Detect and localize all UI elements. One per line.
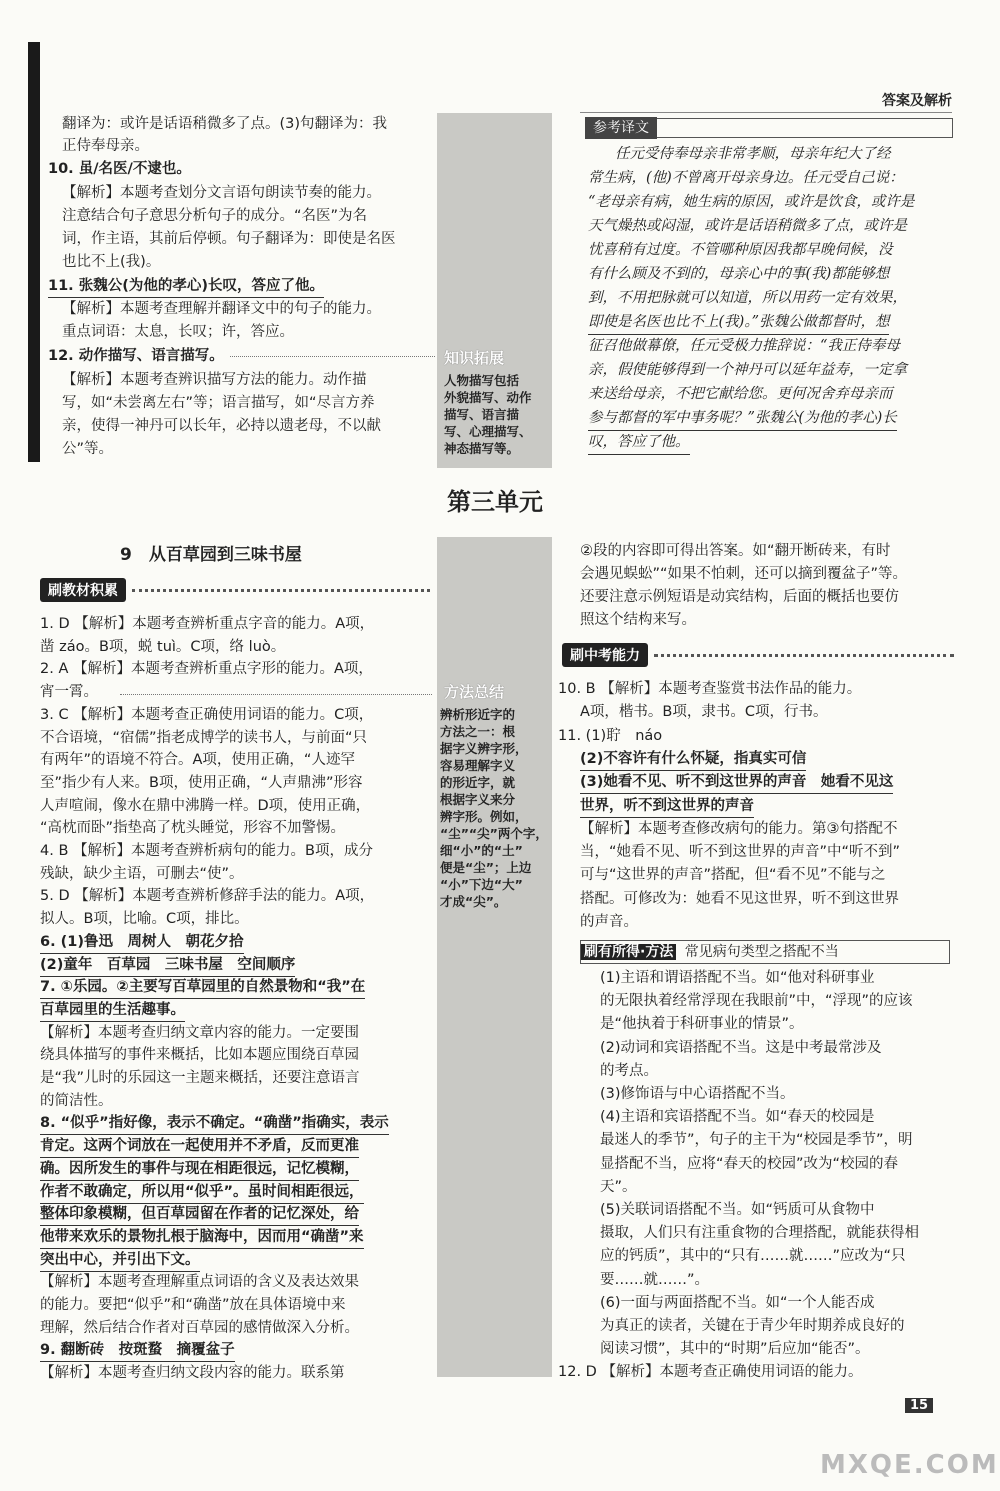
text-line: 有两年”的语境不符合。A项，使用正确，“人迹罕 [40,752,355,769]
page-edge-bar [28,42,40,462]
unit-title: 第三单元 [447,488,543,516]
translation-line: 常生病，(他)不曾离开母亲身边。任元受自己说： [588,170,904,186]
answer-item: 3. C 【解析】本题考查正确使用词语的能力。C项， [40,706,374,723]
section-badge: 刷教材积累 [40,578,126,602]
text-line: 【解析】本题考查归纳文章内容的能力。一定要围 [40,1024,359,1041]
text-line: 拟人。B项，比喻。C项，排比。 [40,911,249,928]
knowledge-line: 人物描写包括 [444,373,520,388]
knowledge-line: 外貌描写、动作 [444,390,532,405]
translation-line: 亲，假使能够得到一个神丹可以延年益寿，一定拿 [588,362,907,378]
answer-item: 4. B 【解析】本题考查辨析病句的能力。B项，成分 [40,843,373,859]
text-line: 重点词语：太息，长叹；许，答应。 [62,324,294,340]
translation-line: 来送给母亲，不把它献给您。更何况舍弃母亲而 [588,386,893,402]
text-line: 突出中心，并引出下文。 [40,1249,200,1272]
translation-line: 参与都督的军中事务呢？”张魏公(为他的孝心)长 [588,406,897,431]
lower-sidebar [437,537,552,1377]
method-bar [580,940,950,964]
text-line: 阅读习惯”，其中的“时期”后应加“能否”。 [600,1341,870,1358]
text-line: 亲，使得一神丹可以长年，必持以遗老母，不以献 [62,418,381,434]
text-line: 的简洁性。 [40,1092,113,1109]
text-line: 理解，然后结合作者对百草园的感情做深入分析。 [40,1319,359,1336]
translation-line: 任元受侍奉母亲非常孝顺，母亲年纪大了经 [615,146,891,162]
text-line: 作者不敢确定，所以用“似乎”。虽时间相距很远， [40,1181,364,1204]
answer-item: 1. D 【解析】本题考查辨析重点字音的能力。A项， [40,616,375,632]
section-badge: 刷中考能力 [562,643,648,667]
dotted-leader [120,694,432,695]
text-line: 正侍奉母亲。 [62,138,149,154]
text-line: (3)她看不见、听不到这世界的声音 她看不见这 [580,771,893,794]
text-line: 绕具体描写的事件来概括，比如本题应围绕百草园 [40,1047,359,1064]
text-line: 最迷人的季节”，句子的主干为“校园是季节”，明 [600,1132,913,1149]
method-line: 细“小”的“土” [440,843,523,858]
answer-item: 7. ①乐园。②主要写百草园里的自然景物和“我”在 [40,976,365,999]
text-line: (5)关联词语搭配不当。如“钙质可从食物中 [600,1202,875,1218]
text-line: 残缺，缺少主语，可删去“使”。 [40,865,244,882]
text-line: 【解析】本题考查修改病句的能力。第③句搭配不 [580,820,898,837]
text-line: 搭配。可修改为：她看不见这世界，听不到这世界 [580,890,899,907]
text-line: 还要注意示例短语是动宾结构，后面的概括也要仿 [580,589,899,605]
text-line: A项，楷书。B项，隶书。C项，行书。 [580,704,828,721]
text-line: 的无限执着经常浮现在我眼前”中，“浮现”的应该 [600,993,913,1010]
text-line: 至”指少有人来。B项，使用正确，“人声鼎沸”形容 [40,774,363,791]
text-line: 应的钙质”，其中的“只有……就……”应改为“只 [600,1248,906,1265]
answer-item: 12. D 【解析】本题考查正确使用词语的能力。 [558,1364,863,1381]
text-line: 当，“她看不见、听不到这世界的声音”中“听不到” [580,844,901,861]
text-line: 的能力。要把“似乎”和“确凿”放在具体语境中来 [40,1297,346,1313]
translation-line: 征召他做幕僚，任元受极力推辞说：“我正侍奉母 [588,338,900,354]
text-line: 不合语境，“宿儒”指老成博学的读书人，与前面“只 [40,729,368,746]
method-line: 容易理解字义 [440,758,516,773]
text-line: 要……就……”。 [600,1271,710,1288]
translation-line: 到，不用把脉就可以知道，所以用药一定有效果， [588,290,907,306]
method-line: “小”下边“大” [440,877,523,892]
text-line: (3)修饰语与中心语搭配不当。 [600,1086,795,1102]
text-line: 整体印象模糊，但百草园留在作者的记忆深处，给 [40,1203,359,1226]
answer-item: 6. (1)鲁迅 周树人 朝花夕拾 [40,931,244,954]
answer-item: 11. (1)聍 náo [558,727,663,744]
text-line: 注意结合句子意思分析句子的成分。“名医”为名 [62,208,368,224]
answer-11: 11. 张魏公(为他的孝心)长叹，答应了他。 [48,275,324,298]
text-line: 天”。 [600,1178,637,1195]
text-line: 宵一霄。 [40,684,98,701]
answer-item: 5. D 【解析】本题考查辨析修辞手法的能力。A项， [40,888,375,905]
knowledge-line: 神态描写等。 [444,441,520,456]
text-line: (1)主语和谓语搭配不当。如“他对科研事业 [600,970,875,986]
method-line: 方法之一：根 [440,724,516,739]
text-line: 也比不上(我)。 [62,254,161,270]
text-line: 是“他执着于科研事业的情景”。 [600,1016,804,1033]
knowledge-title: 知识拓展 [444,349,505,367]
text-line: 肯定。这两个词放在一起使用并不矛盾，反而更准 [40,1135,359,1158]
answer-item: 8. “似乎”指好像，表示不确定。“确凿”指确实，表示 [40,1112,389,1135]
text-line: (2)动词和宾语搭配不当。这是中考最常涉及 [600,1039,882,1056]
translation-title: 参考译文 [585,117,657,139]
method-line: 的形近字，就 [440,775,516,790]
answer-10: 10. 虽/名医/不逮也。 [48,161,191,177]
section-dots [654,654,954,657]
text-line: 【解析】本题考查划分文言语句朗读节奏的能力。 [62,185,381,201]
text-line: 【解析】本题考查归纳文段内容的能力。联系第 [40,1365,345,1382]
dotted-leader [230,356,435,357]
text-line: 【解析】本题考查理解并翻译文中的句子的能力。 [62,301,381,317]
text-line: (2)童年 百草园 三味书屋 空间顺序 [40,954,295,977]
method-line: 便是“尘”；上边 [440,860,532,875]
text-line: 翻译为：或许是话语稍微多了点。(3)句翻译为：我 [62,116,388,132]
translation-line: 忧喜稍有过度。不管哪种原因我都早晚伺候，没 [588,242,893,258]
section-header-textbook [40,578,430,602]
text-line: 可与“这世界的声音”搭配，但“看不见”不能与之 [580,867,886,884]
text-line: 人声喧闹，像水在鼎中沸腾一样。D项，使用正确， [40,797,371,814]
answer-item: 10. B 【解析】本题考查鉴赏书法作品的能力。 [558,681,862,697]
text-line: 【解析】本题考查理解重点词语的含义及表达效果 [40,1274,359,1291]
text-line: 摄取，人们只有注重食物的合理搭配，就能获得相 [600,1225,919,1242]
text-line: 的声音。 [580,914,638,930]
text-line: 百草园里的生活趣事。 [40,999,185,1022]
header-title: 答案及解析 [882,93,952,109]
text-line: 他带来欢乐的景物扎根于脑海中，因而用“确凿”来 [40,1226,364,1249]
text-line: 凿 záo。B项，蜕 tuì。C项，络 luò。 [40,638,286,655]
watermark: MXQE.COM [820,1450,999,1480]
translation-line: 即使是名医也比不上(我)。”张魏公做都督时，想 [588,310,889,335]
method-bar-text: 常见病句类型之搭配不当 [684,944,839,960]
answer-12: 12. 动作描写、语言描写。 [48,348,224,364]
text-line: 写，如“未尝离左右”等；语言描写，如“尽言方养 [62,395,375,411]
translation-line: 天气燥热或闷湿，或许是话语稍微多了点，或许是 [588,218,907,234]
method-title: 方法总结 [444,683,505,701]
section-dots [132,589,430,592]
text-line: 确。因所发生的事件与现在相距很远，记忆模糊， [40,1158,359,1181]
knowledge-line: 写、心理描写、 [444,424,532,439]
text-line: 的考点。 [600,1062,658,1079]
text-line: 显搭配不当，应将“春天的校园”改为“校园的春 [600,1155,899,1172]
header-rule [580,112,952,113]
translation-line: 叹，答应了他。 [588,430,690,455]
translation-line: “老母亲有病，她生病的原因，或许是饮食，或许是 [588,194,915,210]
answer-item: 2. A 【解析】本题考查辨析重点字形的能力。A项， [40,661,373,678]
text-line: 为真正的读者，关键在于青少年时期养成良好的 [600,1318,905,1334]
text-line: (4)主语和宾语搭配不当。如“春天的校园是 [600,1109,875,1126]
answer-item: 9. 翻断砖 按斑蝥 摘覆盆子 [40,1339,235,1362]
text-line: 世界，听不到这世界的声音 [580,795,754,818]
text-line: 是“我”儿时的乐园这一主题来概括，还要注意语言 [40,1070,360,1086]
method-line: “尘”“尖”两个字， [440,826,548,841]
text-line: 会遇见蜈蚣”“如果不怕刺，还可以摘到覆盆子”等。 [580,566,908,582]
method-line: 辨字形。例如， [440,809,528,824]
method-line: 据字义辨字形， [440,741,528,756]
method-line: 才成“尖”。 [440,894,507,909]
section-header-exam [562,643,954,667]
method-tag: 刷有所得·方法 [581,944,676,960]
lesson-title: 9 从百草园到三味书屋 [120,545,302,565]
translation-line: 有什么顾及不到的，母亲心中的事(我)都能够想 [588,266,890,282]
method-line: 辨析形近字的 [440,707,516,722]
knowledge-line: 描写、语言描 [444,407,520,422]
text-line: (2)不容许有什么怀疑，指真实可信 [580,748,806,771]
text-line: (6)一面与两面搭配不当。如“一个人能否成 [600,1294,875,1311]
method-line: 根据字义来分 [440,792,516,807]
text-line: 照这个结构来写。 [580,612,696,628]
text-line: 【解析】本题考查辨识描写方法的能力。动作描 [62,372,367,388]
text-line: 公”等。 [62,441,114,457]
text-line: “高枕而卧”指垫高了枕头睡觉，形容不加警惕。 [40,820,346,837]
page-number: 15 [905,1398,933,1413]
text-line: 词，作主语，其前后停顿。句子翻译为：即使是名医 [62,231,396,247]
text-line: ②段的内容即可得出答案。如“翻开断砖来，有时 [580,543,891,559]
